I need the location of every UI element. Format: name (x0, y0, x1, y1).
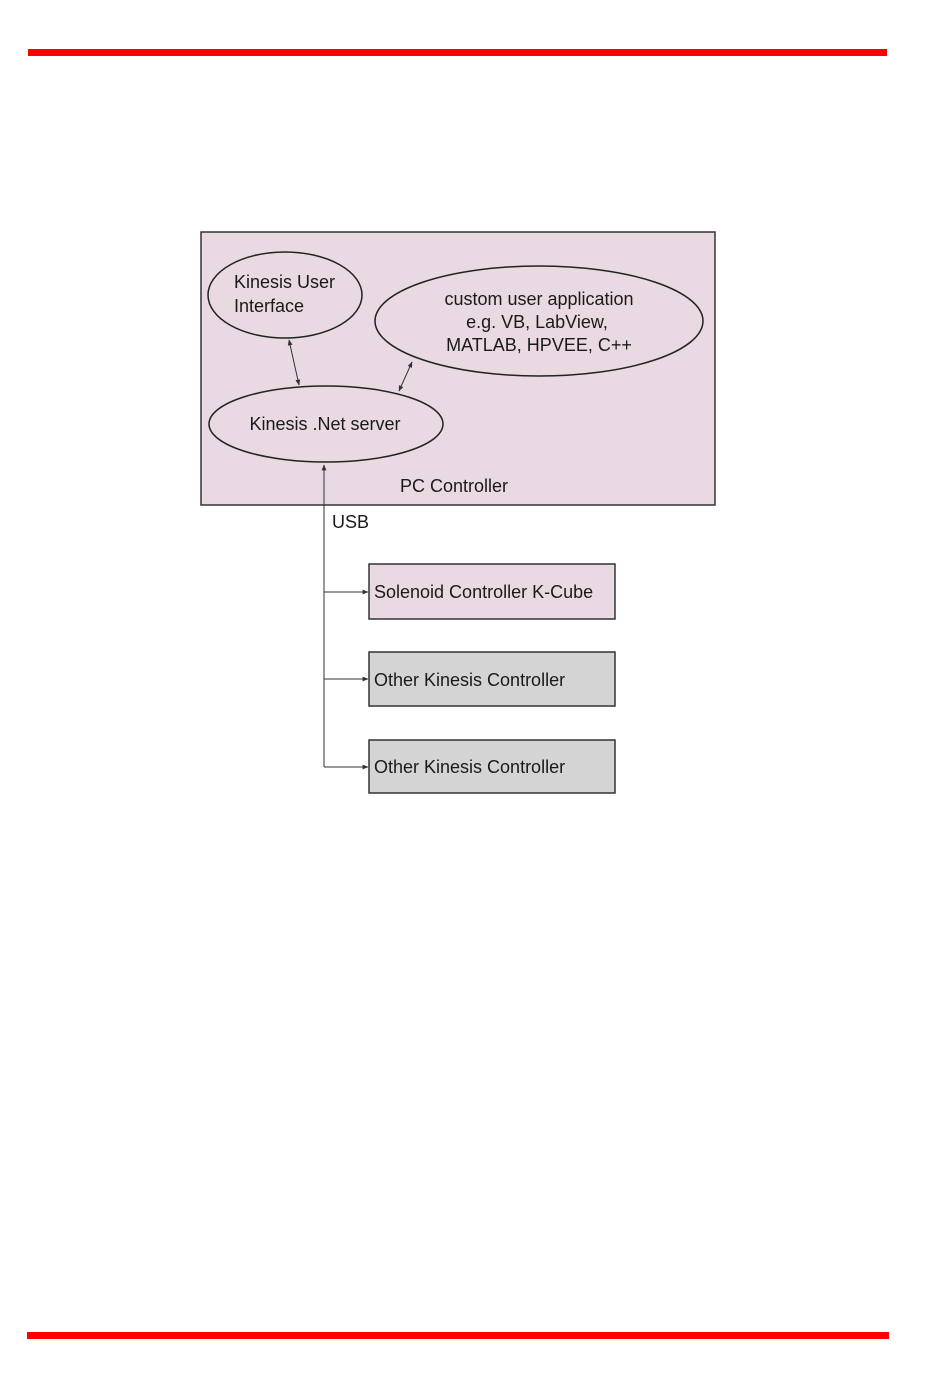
kinesis-ui-label-line2: Interface (234, 296, 305, 316)
custom-app-label-line1: custom user application (444, 289, 634, 309)
usb-label: USB (332, 512, 370, 532)
kinesis-ui-ellipse (208, 252, 362, 338)
other-controller-label-2: Other Kinesis Controller (374, 757, 566, 777)
kinesis-ui-label-line1: Kinesis User (234, 272, 336, 292)
custom-app-label-line2: e.g. VB, LabView, (466, 312, 608, 332)
custom-app-label-line3: MATLAB, HPVEE, C++ (446, 335, 632, 355)
net-server-label: Kinesis .Net server (249, 414, 401, 434)
pc-controller-label: PC Controller (400, 476, 509, 496)
solenoid-controller-label: Solenoid Controller K-Cube (374, 582, 594, 602)
other-controller-label-1: Other Kinesis Controller (374, 670, 566, 690)
